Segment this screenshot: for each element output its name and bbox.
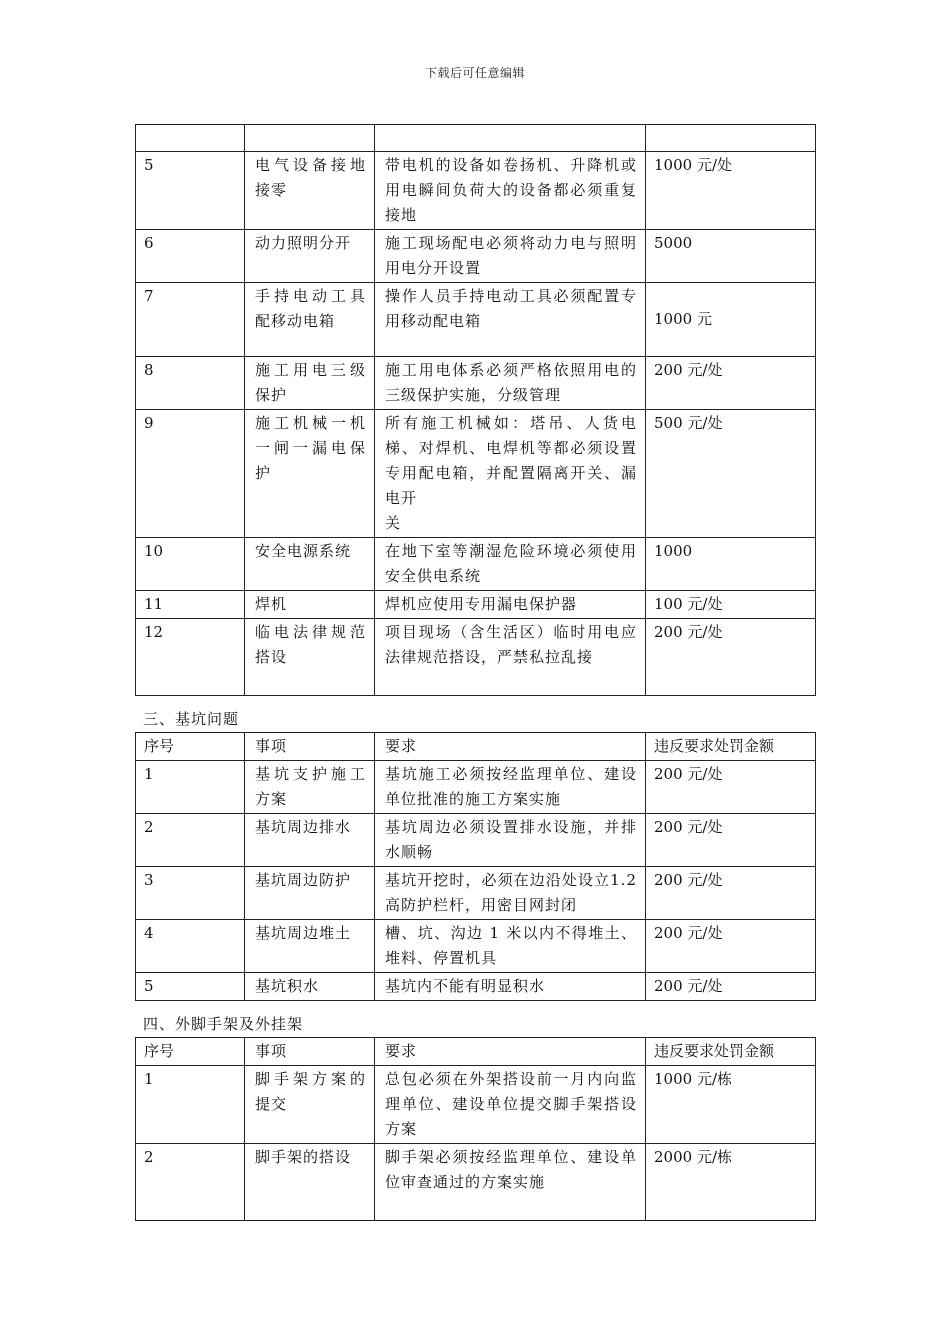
- table-row: [136, 152, 816, 230]
- row-requirement: 基坑施工必须按经监理单位、建设单位批准的施工方案实施: [375, 761, 646, 814]
- row-number: 10: [136, 538, 245, 591]
- row-fine: 2000 元/栋: [646, 1144, 816, 1221]
- table-row: [136, 867, 816, 920]
- table-header-row: [136, 733, 816, 761]
- header-requirement: 要求: [375, 1038, 646, 1066]
- row-fine: 200 元/处: [646, 619, 816, 696]
- header-item: 事项: [245, 1038, 375, 1066]
- electrical-table: [135, 124, 816, 696]
- table-row: [136, 538, 816, 591]
- row-item: 焊机: [245, 591, 375, 619]
- row-item: 手持电动工具配移动电箱: [245, 283, 375, 357]
- header-number: 序号: [136, 733, 245, 761]
- row-number: 5: [136, 152, 245, 230]
- row-fine: 1000 元: [646, 283, 816, 357]
- table-row: [136, 1144, 816, 1221]
- header-requirement: 要求: [375, 733, 646, 761]
- header-fine: 违反要求处罚金额: [646, 1038, 816, 1066]
- page-header: 下载后可任意编辑: [424, 66, 525, 80]
- row-requirement: 槽、坑、沟边 1 米以内不得堆土、堆料、停置机具: [375, 920, 646, 973]
- row-number: 6: [136, 230, 245, 283]
- scaffolding-table: [135, 1037, 816, 1221]
- table-row: [136, 973, 816, 1001]
- row-requirement: 总包必须在外架搭设前一月内向监理单位、建设单位提交脚手架搭设方案: [375, 1066, 646, 1144]
- row-item: 临电法律规范搭设: [245, 619, 375, 696]
- row-number: 2: [136, 1144, 245, 1221]
- row-number: 3: [136, 867, 245, 920]
- row-number: 11: [136, 591, 245, 619]
- row-item: 施工机械一机一闸一漏电保护: [245, 410, 375, 538]
- table-row: [136, 410, 816, 538]
- row-requirement: 施工用电体系必须严格依照用电的三级保护实施，分级管理: [375, 357, 646, 410]
- table-cell: [646, 125, 816, 152]
- row-requirement: [375, 410, 646, 538]
- row-fine: 200 元/处: [646, 973, 816, 1001]
- row-item: 基坑周边排水: [245, 814, 375, 867]
- row-requirement: 脚手架必须按经监理单位、建设单位审查通过的方案实施: [375, 1144, 646, 1221]
- table-row: [136, 591, 816, 619]
- row-requirement: 基坑开挖时，必须在边沿处设立1.2 高防护栏杆，用密目网封闭: [375, 867, 646, 920]
- row-number: 1: [136, 1066, 245, 1144]
- row-number: 1: [136, 761, 245, 814]
- row-fine: 1000 元/处: [646, 152, 816, 230]
- row-item: 基坑周边堆土: [245, 920, 375, 973]
- row-fine: 1000 元/栋: [646, 1066, 816, 1144]
- row-item: 基坑支护施工方案: [245, 761, 375, 814]
- row-item: 基坑周边防护: [245, 867, 375, 920]
- table-header-row: [136, 1038, 816, 1066]
- row-number: 9: [136, 410, 245, 538]
- row-fine: 1000: [646, 538, 816, 591]
- table-cell: [136, 125, 245, 152]
- row-item: 脚手架的搭设: [245, 1144, 375, 1221]
- row-number: 12: [136, 619, 245, 696]
- row-number: 4: [136, 920, 245, 973]
- row-item: 安全电源系统: [245, 538, 375, 591]
- row-fine: 200 元/处: [646, 867, 816, 920]
- row-item: 施工用电三级保护: [245, 357, 375, 410]
- row-fine: 5000: [646, 230, 816, 283]
- row-requirement: 操作人员手持电动工具必须配置专用移动配电箱: [375, 283, 646, 357]
- row-fine: 200 元/处: [646, 357, 816, 410]
- row-item: 电气设备接地接零: [245, 152, 375, 230]
- row-number: 8: [136, 357, 245, 410]
- row-item: 基坑积水: [245, 973, 375, 1001]
- row-number: 7: [136, 283, 245, 357]
- row-requirement: 在地下室等潮湿危险环境必须使用安全供电系统: [375, 538, 646, 591]
- row-requirement-text: 所有施工机械如：塔吊、人货电梯、对焊机、电焊机等都必须设置专用配电箱，并配置隔离开关、漏电开: [385, 414, 637, 507]
- table-row: [136, 230, 816, 283]
- table-cell: [375, 125, 646, 152]
- header-item: 事项: [245, 733, 375, 761]
- row-item: 脚手架方案的提交: [245, 1066, 375, 1144]
- table-row: [136, 619, 816, 696]
- row-number: 5: [136, 973, 245, 1001]
- row-requirement: 带电机的设备如卷扬机、升降机或用电瞬间负荷大的设备都必须重复接地: [375, 152, 646, 230]
- row-item: 动力照明分开: [245, 230, 375, 283]
- row-fine: 200 元/处: [646, 761, 816, 814]
- row-requirement: 基坑周边必须设置排水设施，并排水顺畅: [375, 814, 646, 867]
- table-cell: [245, 125, 375, 152]
- row-requirement: 项目现场（含生活区）临时用电应法律规范搭设，严禁私拉乱接: [375, 619, 646, 696]
- row-fine: 200 元/处: [646, 814, 816, 867]
- row-fine: 100 元/处: [646, 591, 816, 619]
- row-number: 2: [136, 814, 245, 867]
- row-fine: 200 元/处: [646, 920, 816, 973]
- table-row: [136, 761, 816, 814]
- header-number: 序号: [136, 1038, 245, 1066]
- row-fine: 500 元/处: [646, 410, 816, 538]
- row-requirement: 施工现场配电必须将动力电与照明用电分开设置: [375, 230, 646, 283]
- row-requirement-text-cont: 关: [385, 514, 402, 532]
- foundation-pit-table: [135, 732, 816, 1001]
- table-row-empty: [136, 125, 816, 152]
- row-requirement: 焊机应使用专用漏电保护器: [375, 591, 646, 619]
- table-row: [136, 920, 816, 973]
- section-title-scaffolding: 四、外脚手架及外挂架: [143, 1015, 304, 1033]
- table-row: [136, 1066, 816, 1144]
- section-title-foundation-pit: 三、基坑问题: [143, 710, 240, 728]
- table-row: [136, 357, 816, 410]
- table-row: [136, 814, 816, 867]
- row-requirement: 基坑内不能有明显积水: [375, 973, 646, 1001]
- table-row: [136, 283, 816, 357]
- header-fine: 违反要求处罚金额: [646, 733, 816, 761]
